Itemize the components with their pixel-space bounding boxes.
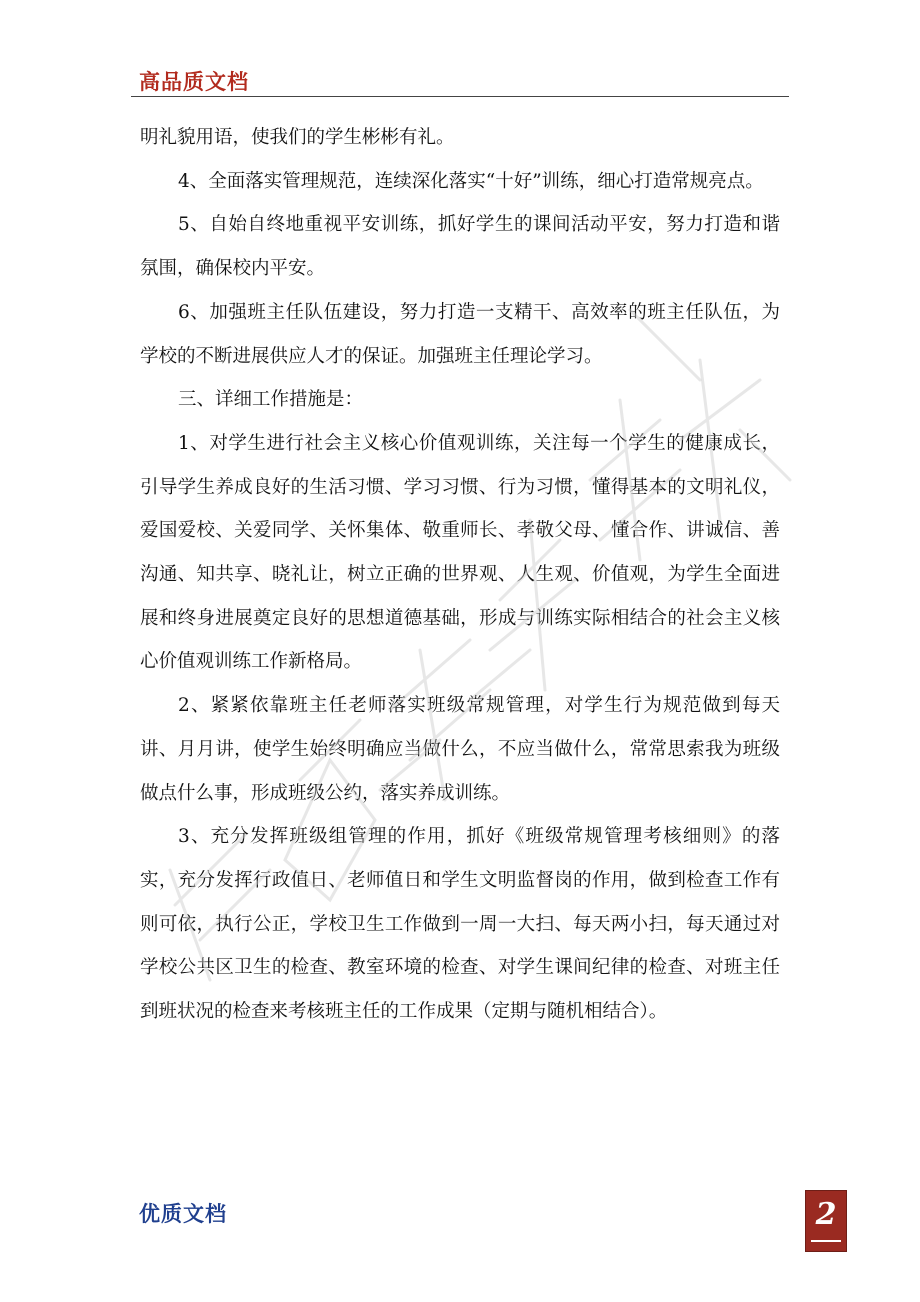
paragraph-measure-1: 1、对学生进行社会主义核心价值观训练，关注每一个学生的健康成长，引导学生养成良好的生活习惯、学习习惯、行为习惯，懂得基本的文明礼仪，爱国爱校、关爱同学、关怀集体、敬重师长、孝敬父母、懂合作、讲诚信、善沟通、知共享、晓礼让，树立正确的世界观、人生观、价值观，为学生全面进展和终身进展奠定良好的思想道德基础，形成与训练实际相结合的社会主义核心价值观训练工作新格局。 (140, 432, 780, 673)
section-heading: 三、详细工作措施是： (178, 389, 364, 411)
badge-underline (811, 1240, 841, 1242)
paragraph-item-4: 4、全面落实管理规范，连续深化落实“十好”训练，细心打造常规亮点。 (178, 170, 764, 192)
document-body (140, 116, 780, 1034)
header-title: 高品质文档 (139, 70, 249, 94)
footer-title: 优质文档 (139, 1202, 227, 1226)
page-number-badge (805, 1190, 847, 1252)
header-divider (131, 96, 789, 97)
paragraph-continuation: 明礼貌用语，使我们的学生彬彬有礼。 (140, 127, 455, 148)
page-number: 2 (815, 1197, 837, 1232)
paragraph-measure-2: 2、紧紧依靠班主任老师落实班级常规管理，对学生行为规范做到每天讲、月月讲，使学生始终明确应当做什么，不应当做什么，常常思索我为班级做点什么事，形成班级公约，落实养成训练。 (140, 695, 780, 804)
paragraph-item-5: 5、自始自终地重视平安训练，抓好学生的课间活动平安，努力打造和谐氛围，确保校内平安。 (140, 214, 780, 280)
paragraph-item-6: 6、加强班主任队伍建设，努力打造一支精干、高效率的班主任队伍，为学校的不断进展供应人才的保证。加强班主任理论学习。 (140, 301, 780, 367)
paragraph-measure-3: 3、充分发挥班级组管理的作用，抓好《班级常规管理考核细则》的落实，充分发挥行政值日、老师值日和学生文明监督岗的作用，做到检查工作有则可依，执行公正，学校卫生工作做到一周一大扫、每天两小扫，每天通过对学校公共区卫生的检查、教室环境的检查、对学生课间纪律的检查、对班主任到班状况的检查来考核班主任的工作成果（定期与随机相结合）。 (140, 826, 780, 1023)
